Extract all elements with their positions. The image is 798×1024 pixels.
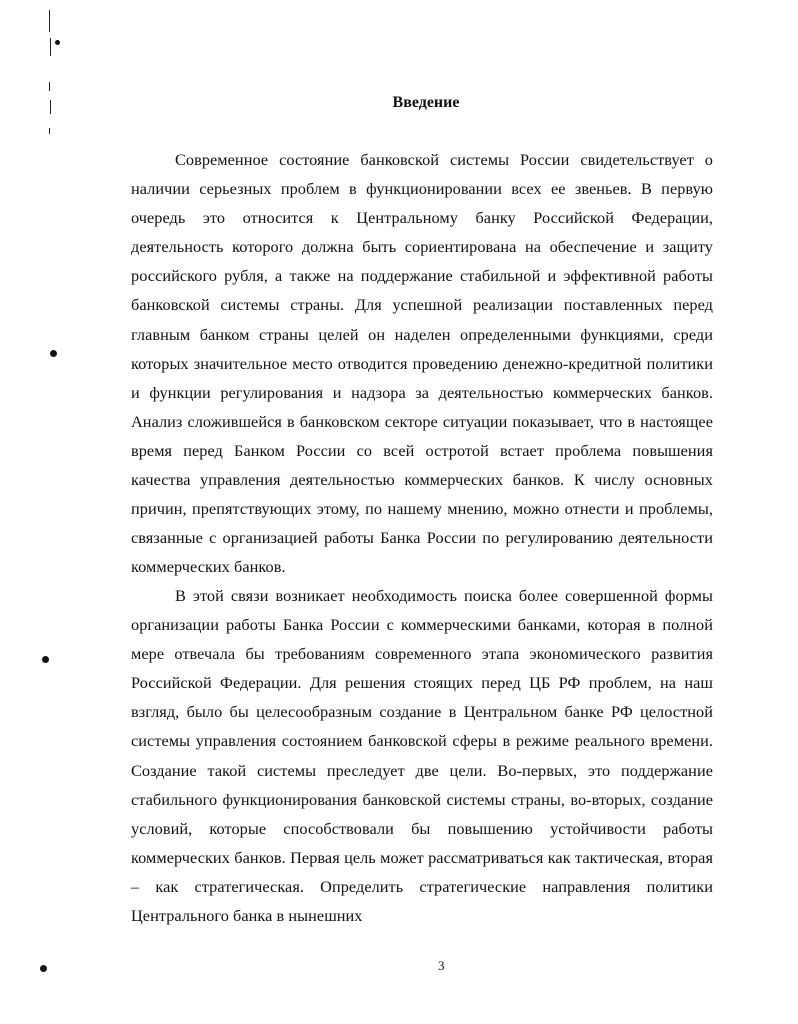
scan-margin-line bbox=[49, 10, 50, 32]
binder-hole-mark bbox=[55, 40, 60, 45]
page-title: Введение bbox=[392, 94, 460, 111]
body-paragraph: В этой связи возникает необходимость поиска более совершенной формы организации работы Банка России с коммерческими банками, которая в полной мере отвечала бы требованиям современного этапа экономического развития Российской Федерации. Для решения стоящих перед ЦБ РФ проблем, на наш взгляд, было бы целесообразным создание в Центральном банке РФ целостной системы управления состоянием банковской сферы в режиме реального времени. Создание такой системы преследует две цели. Во-первых, это поддержание стабильного функционирования банковской системы страны, во-вторых, создание условий, которые способствовали бы повышению устойчивости работы коммерческих банков. Первая цель может рассматриваться как тактическая, вторая – как стратегическая. Определить стратегические направления политики Центрального банка в нынешних bbox=[131, 586, 713, 926]
body-paragraph: Современное состояние банковской системы России свидетельствует о наличии серьезных проблем в функционировании всех ее звеньев. В первую очередь это относится к Центральному банку Российской Федерации, деятельность которого должна быть сориентирована на обеспечение и защиту российского рубля, а также на поддержание стабильной и эффективной работы банковской системы страны. Для успешной реализации поставленных перед главным банком страны целей он наделен определенными функциями, среди которых значительное место отводится проведению денежно-кредитной политики и функции регулирования и надзора за деятельностью коммерческих банков. Анализ сложившейся в банковском секторе ситуации показывает, что в настоящее время перед Банком России со всей остротой встает проблема повышения качества управления деятельностью коммерческих банков. К числу основных причин, препятствующих этому, по нашему мнению, можно отнести и проблемы, связанные с организацией работы Банка России по регулированию деятельности коммерческих банков. bbox=[131, 150, 713, 577]
page-number: 3 bbox=[438, 958, 445, 973]
scan-margin-line bbox=[49, 82, 50, 91]
scan-margin-line bbox=[49, 128, 50, 134]
binder-hole-mark bbox=[40, 965, 47, 972]
binder-hole-mark bbox=[42, 656, 49, 663]
binder-hole-mark bbox=[50, 350, 57, 357]
scan-margin-line bbox=[50, 38, 51, 56]
